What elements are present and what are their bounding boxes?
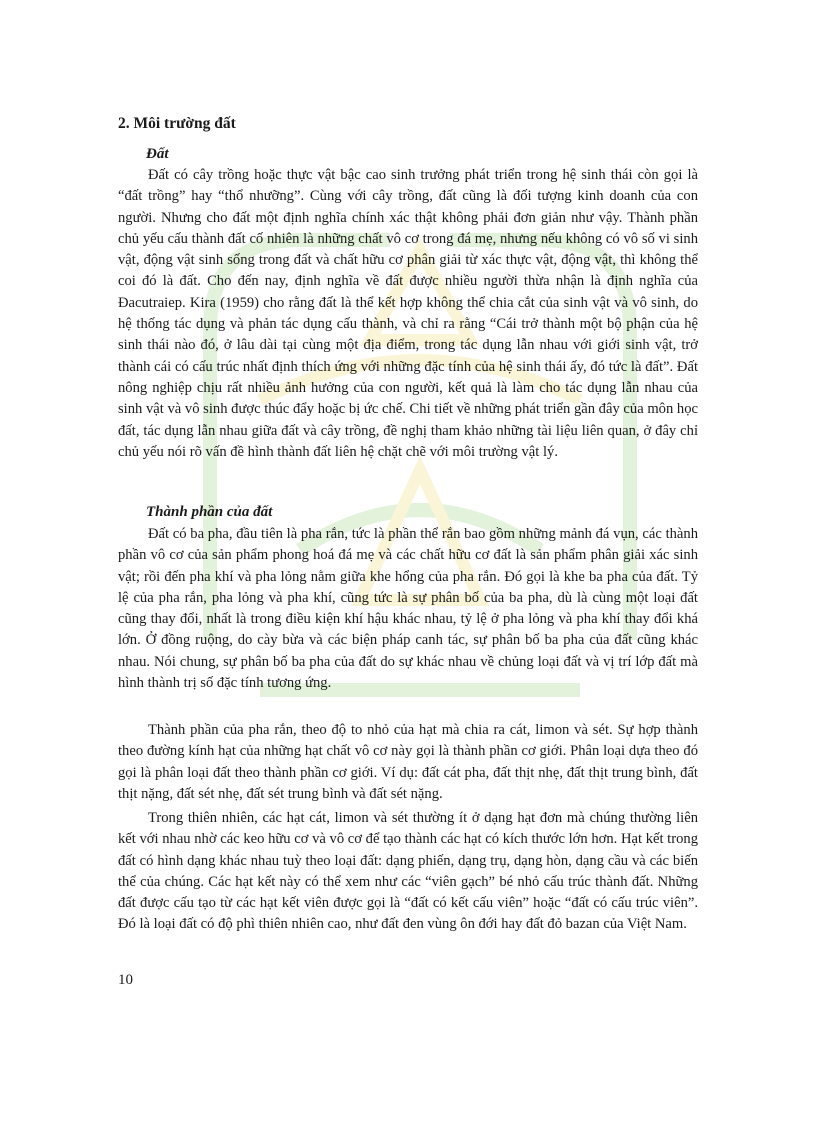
paragraph-three-phases: Đất có ba pha, đầu tiên là pha rắn, tức là phần thể rắn bao gồm những mảnh đá vụn, các thành phần vô cơ của sản phẩm phong hoá đá mẹ và các chất hữu cơ đất là sản phẩm phân giải xác sinh vật; rồi đến pha khí và pha lỏng nằm giữa khe hổng của pha rắn. Đó gọi là khe ba pha của đất. Tỷ lệ của pha rắn, pha lỏng và pha khí, cũng tức là sự phân bố của ba pha, dù là cùng một loại đất cũng thay đổi, nhất là trong điều kiện khí hậu khác nhau, tỷ lệ ở pha lỏng và pha khí thay đổi khá lớn. Ở đồng ruộng, do cày bừa và các biện pháp canh tác, sự phân bố ba pha của đất cũng khác nhau. Nói chung, sự phân bố ba pha của đất do sự khác nhau về chủng loại đất và vị trí lớp đất mà hình thành trị số đặc tính tương ứng. (118, 526, 698, 692)
section-title: 2. Môi trường đất (118, 115, 236, 132)
paragraph-mechanical-composition: Thành phần của pha rắn, theo độ to nhỏ của hạt mà chia ra cát, limon và sét. Sự hợp thành theo đường kính hạt của những hạt chất vô cơ này gọi là thành phần cơ giới. Phân loại dựa theo đó gọi là phân loại đất theo thành phần cơ giới. Ví dụ: đất cát pha, đất thịt nhẹ, đất thịt trung bình, đất thịt nặng, đất sét nhẹ, đất sét trung bình và đất sét nặng. (118, 722, 698, 802)
paragraph-aggregates: Trong thiên nhiên, các hạt cát, limon và sét thường ít ở dạng hạt đơn mà chúng thường liên kết với nhau nhờ các keo hữu cơ và vô cơ để tạo thành các hạt có kích thước lớn hơn. Hạt kết trong đất có hình dạng khác nhau tuỳ theo loại đất: dạng phiến, dạng trụ, dạng hòn, dạng cầu và các biến thể của chúng. Các hạt kết này có thể xem như các “viên gạch” bé nhỏ cấu trúc thành đất. Những đất được cấu tạo từ các hạt kết viên được gọi là “đất có kết cấu viên” hoặc “đất có cấu trúc viên”. Đó là loại đất có độ phì thiên nhiên cao, như đất đen vùng ôn đới hay đất đỏ bazan của Việt Nam. (118, 810, 698, 933)
paragraph-definition: Đất có cây trồng hoặc thực vật bậc cao sinh trưởng phát triển trong hệ sinh thái còn gọi là “đất trồng” hay “thổ nhưỡng”. Cùng với cây trồng, đất cũng là đối tượng kinh doanh của con người. Nhưng cho đất một định nghĩa chính xác thật không phải đơn giản như vậy. Thành phần chủ yếu cấu thành đất cố nhiên là những chất vô cơ trong đá mẹ, nhưng nếu không có vô số vi sinh vật, động vật sinh sống trong đất và chất hữu cơ phân giải từ xác thực vật, động vật, thì không thể coi đó là đất. Cho đến nay, định nghĩa về đất được nhiều người thừa nhận là định nghĩa của Đacutraiep. Kira (1959) cho rằng đất là thể kết hợp không thể chia cắt của sinh vật và vô sinh, do hệ thống tác dụng và phản tác dụng cấu thành, và chỉ ra rằng “Cái trở thành một bộ phận của hệ sinh thái nào đó, ở lâu dài tại cùng một địa điểm, trong tác dụng lẫn nhau với giới sinh vật, trở thành cái có cấu trúc nhất định thích ứng với những đặc tính của hệ sinh thái ấy, đó tức là đất”. Đất nông nghiệp chịu rất nhiều ảnh hưởng của con người, kết quả là làm cho tác dụng lẫn nhau của sinh vật và vô sinh được thúc đẩy hoặc bị ức chế. Chi tiết về những phát triển gần đây của môn học đất, tác dụng lẫn nhau giữa đất và cây trồng, đề nghị tham khảo những tài liệu liên quan, ở đây chỉ chủ yếu nói rõ vấn đề hình thành đất liên hệ chặt chẽ với môi trường vật lý. (118, 167, 698, 460)
subheading-dat: Đất (146, 146, 169, 162)
page-number: 10 (118, 972, 133, 988)
subheading-soil-composition: Thành phần của đất (146, 504, 273, 520)
